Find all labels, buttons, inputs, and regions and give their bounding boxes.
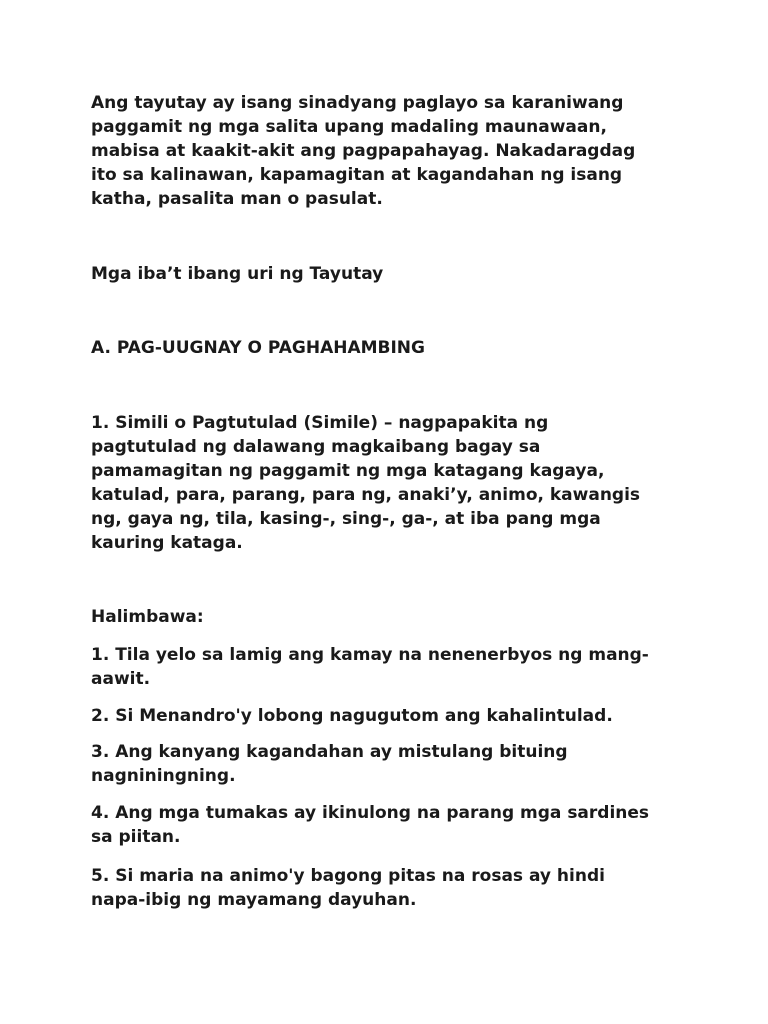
intro-line: Ang tayutay ay isang sinadyang paglayo sa karaniwang	[91, 93, 624, 113]
example-line: nagniningning.	[91, 766, 236, 786]
types-heading-text: Mga iba’t ibang uri ng Tayutay	[91, 264, 384, 284]
simile-line: katulad, para, parang, para ng, anaki’y, animo, kawangis	[91, 485, 641, 505]
example-line: napa-ibig ng mayamang dayuhan.	[91, 890, 417, 910]
section-a-heading	[91, 336, 691, 360]
simile-definition	[91, 411, 691, 555]
intro-paragraph	[91, 91, 691, 211]
simile-line: 1. Simili o Pagtutulad (Simile) – nagpapakita ng	[91, 413, 549, 433]
intro-line: paggamit ng mga salita upang madaling maunawaan,	[91, 117, 607, 137]
example-item-4	[91, 801, 691, 849]
example-line: 3. Ang kanyang kagandahan ay mistulang bituing	[91, 742, 568, 762]
example-item-2	[91, 704, 691, 728]
example-line: 5. Si maria na animo'y bagong pitas na rosas ay hindi	[91, 866, 605, 886]
example-line: 4. Ang mga tumakas ay ikinulong na parang mga sardines	[91, 803, 650, 823]
simile-line: kauring kataga.	[91, 533, 243, 553]
intro-line: ito sa kalinawan, kapamagitan at kagandahan ng isang	[91, 165, 623, 185]
simile-line: ng, gaya ng, tila, kasing-, sing-, ga-, at iba pang mga	[91, 509, 601, 529]
example-item-1	[91, 643, 691, 691]
example-line: 2. Si Menandro'y lobong nagugutom ang kahalintulad.	[91, 706, 613, 726]
examples-label	[91, 605, 691, 629]
intro-line: katha, pasalita man o pasulat.	[91, 189, 383, 209]
examples-label-text: Halimbawa:	[91, 607, 204, 627]
simile-line: pagtutulad ng dalawang magkaibang bagay sa	[91, 437, 541, 457]
example-item-5	[91, 864, 691, 912]
example-line: aawit.	[91, 669, 151, 689]
types-heading	[91, 262, 691, 286]
example-item-3	[91, 740, 691, 788]
example-line: 1. Tila yelo sa lamig ang kamay na nenenerbyos ng mang-	[91, 645, 649, 665]
intro-line: mabisa at kaakit-akit ang pagpapahayag. Nakadaragdag	[91, 141, 636, 161]
simile-line: pamamagitan ng paggamit ng mga katagang kagaya,	[91, 461, 605, 481]
example-line: sa piitan.	[91, 827, 181, 847]
section-a-text: A. PAG-UUGNAY O PAGHAHAMBING	[91, 338, 425, 358]
